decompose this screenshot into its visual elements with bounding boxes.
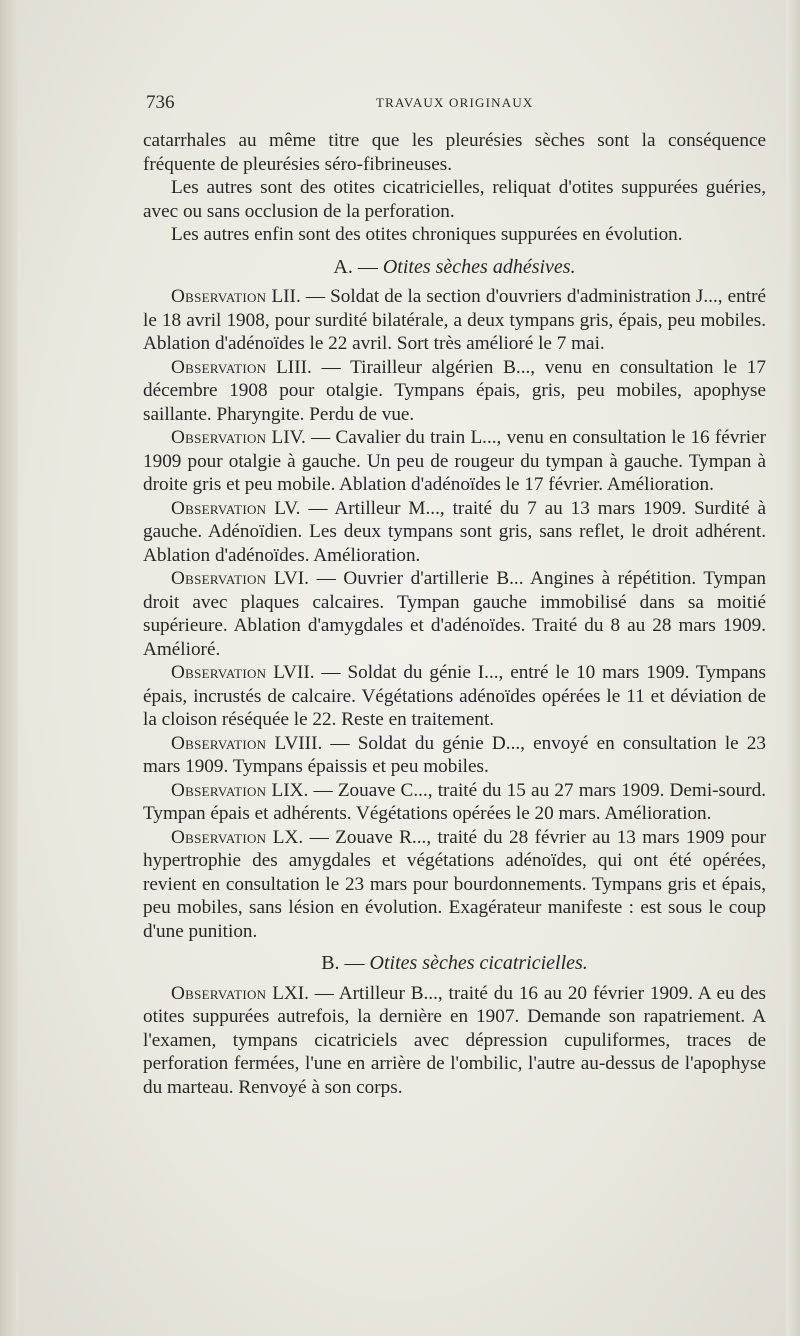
observation-text: LII. — Soldat de la section d'ouvriers d'administration J..., entré le 18 avril 1908, pour surdité bilatérale, a deux tympans gris, épais, peu mobiles. Ablation d'adénoïdes le 22 avril. Sort très amélioré le 7 mai. — [143, 286, 766, 354]
observation-text: LXI. — Artilleur B..., traité du 16 au 20 février 1909. A eu des otites suppurées autrefois, la dernière en 1907. Demande son rapatriement. A l'examen, tympans cicatriciels avec dépression cupuliformes, traces de perforation fermées, l'une en arrière de l'ombilic, l'autre au-dessus de l'apophyse du marteau. Renvoyé à son corps. — [143, 982, 766, 1098]
observation-paragraph — [143, 732, 766, 779]
observation-label: Observation — [171, 982, 267, 1004]
page-body — [143, 129, 766, 1099]
page-header — [146, 92, 766, 116]
running-head: TRAVAUX ORIGINAUX — [376, 95, 534, 110]
observation-text: LVIII. — Soldat du génie D..., envoyé en consultation le 23 mars 1909. Tympans épaissis et peu mobiles. — [143, 732, 766, 777]
page-edge-right — [786, 0, 800, 1336]
observation-paragraph — [143, 982, 766, 1100]
paragraph: catarrhales au même titre que les pleurésies sèches sont la conséquence fréquente de pleurésies séro-fibrineuses. — [143, 130, 766, 175]
observation-label: Observation — [171, 779, 267, 801]
observation-text: LIV. — Cavalier du train L..., venu en consultation le 16 février 1909 pour otalgie à gauche. Un peu de rougeur du tympan à gauche. Tympan à droite gris et peu mobile. Ablation d'adénoïdes le 17 février. Amélioration. — [143, 427, 766, 495]
observation-paragraph — [143, 356, 766, 427]
section-title: Otites sèches cicatricielles. — [369, 952, 588, 974]
observation-paragraph — [143, 779, 766, 826]
observation-paragraph — [143, 426, 766, 497]
observation-paragraph — [143, 285, 766, 356]
observation-paragraph — [143, 661, 766, 732]
observation-label: Observation — [171, 826, 267, 848]
paragraph: Les autres enfin sont des otites chroniques suppurées en évolution. — [171, 224, 683, 245]
section-letter: B. — — [321, 952, 365, 974]
observation-text: LX. — Zouave R..., traité du 28 février au 13 mars 1909 pour hypertrophie des amygdales et végétations adénoïdes, qui ont été opérées, revient en consultation le 23 mars pour bourdonnements. Tympans gris et épais, peu mobiles, sans lésion en évolution. Exagérateur manifeste : est sous le coup d'une punition. — [143, 826, 766, 942]
observation-paragraph — [143, 497, 766, 568]
section-title: Otites sèches adhésives. — [382, 255, 576, 278]
observation-label: Observation — [171, 662, 267, 683]
observation-text: LV. — Artilleur M..., traité du 7 au 13 mars 1909. Surdité à gauche. Adénoïdien. Les deux tympans sont gris, sans reflet, le droit adhérent. Ablation d'adénoïdes. Amélioration. — [143, 497, 766, 566]
observation-text: LVII. — Soldat du génie I..., entré le 10 mars 1909. Tympans épais, incrustés de calcaire. Végétations adénoïdes opérées le 11 et déviation de la cloison réséquée le 22. Reste en traitement. — [143, 662, 766, 730]
observation-paragraph — [143, 567, 766, 661]
page-number: 736 — [146, 92, 175, 113]
observation-label: Observation — [171, 356, 267, 378]
observation-label: Observation — [171, 732, 267, 754]
observation-text: LIII. — Tirailleur algérien B..., venu en consultation le 17 décembre 1908 pour otalgie. Tympans épais, gris, peu mobiles, apophyse saillante. Pharyngite. Perdu de vue. — [143, 356, 766, 425]
section-heading-b — [143, 952, 766, 976]
observation-paragraph — [143, 826, 766, 944]
observation-label: Observation — [171, 568, 267, 589]
observation-label: Observation — [171, 497, 267, 519]
paragraph: Les autres sont des otites cicatricielles, reliquat d'otites suppurées guéries, avec ou sans occlusion de la perforation. — [143, 177, 766, 222]
section-letter: A. — — [333, 255, 378, 278]
observation-label: Observation — [171, 286, 267, 307]
observation-text: LVI. — Ouvrier d'artillerie B... Angines à répétition. Tympan droit avec plaques calcaires. Tympan gauche immobilisé dans sa moitié supérieure. Ablation d'amygdales et d'adénoïdes. Traité du 8 au 28 mars 1909. Amélioré. — [143, 568, 766, 660]
section-heading-a — [143, 256, 766, 280]
observation-text: LIX. — Zouave C..., traité du 15 au 27 mars 1909. Demi-sourd. Tympan épais et adhérents. Végétations opérées le 20 mars. Amélioration. — [143, 779, 766, 824]
page-edge-left — [0, 0, 18, 1336]
observation-label: Observation — [171, 427, 267, 448]
